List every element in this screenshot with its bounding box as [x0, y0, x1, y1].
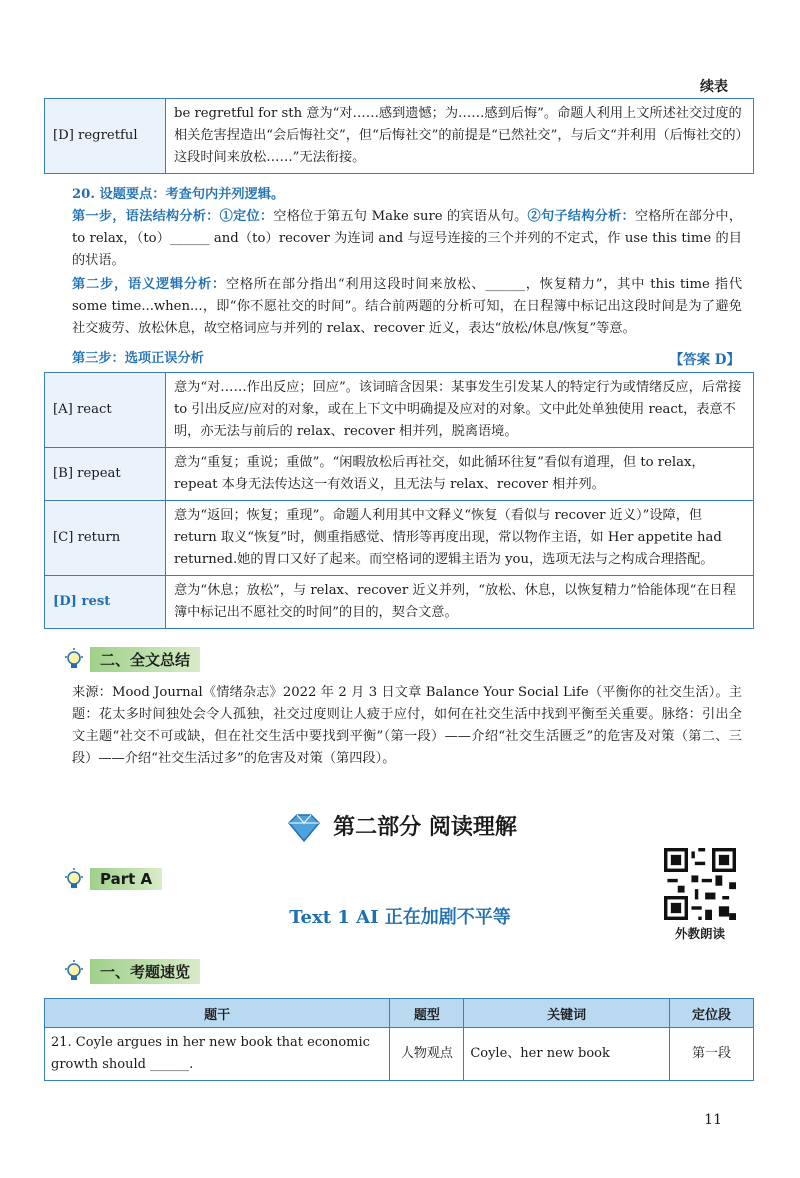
cell-para: 第一段: [669, 1028, 753, 1081]
step1-text: 空格位于第五句 Make sure 的宾语从句。: [273, 209, 528, 224]
overview-heading: [62, 958, 200, 984]
qr-caption: 外教朗读: [674, 926, 725, 941]
option-explanation: 意为“对……作出反应；回应”。该词暗含因果：某事发生引发某人的特定行为或情绪反应，后常接 to 引出反应/应对的对象，或在上下文中明确提及应对的对象。文中此处单独使用 react，表意不明，亦无法与前后的 relax、recover 相并列，脱离语境。: [166, 373, 754, 448]
step2-label: 第二步，语义逻辑分析：: [72, 277, 226, 292]
overview-heading-text: 一、考题速览: [90, 959, 200, 984]
lightbulb-icon: [62, 959, 86, 983]
cell-stem: 21. Coyle argues in her new book that economic growth should ______.: [45, 1028, 390, 1081]
summary-text: 来源：Mood Journal《情绪杂志》2022 年 2 月 3 日文章 Balance Your Social Life（平衡你的社交生活）。主题：花太多时间独处会令人孤独，社交过度则让人疲于应付，如何在社交生活中找到平衡至关重要。脉络：引出全文主题“社交不可或缺，但在社交生活中要找到平衡”（第一段）——介绍“社交生活匮乏”的危害及对策（第二、三段）——介绍“社交生活过多”的危害及对策（第四段）。: [72, 685, 742, 766]
option-label: [C] return: [45, 501, 166, 576]
col-header-keywords: 关键词: [464, 999, 670, 1028]
overview-table: [44, 998, 754, 1081]
lightbulb-icon: [62, 647, 86, 671]
step1-label2: ②句子结构分析：: [527, 209, 635, 224]
col-header-para: 定位段: [669, 999, 753, 1028]
summary-heading-text: 二、全文总结: [90, 647, 200, 672]
step1-text2: 空格所在部分中，to relax，（to）______ and（to）recover 为连词 and 与逗号连接的三个并列的不定式，作 use this time 的目的状语。: [72, 209, 743, 268]
top-options-table: [44, 98, 754, 174]
option-label: [D] regretful: [45, 99, 166, 174]
summary-heading: [62, 646, 200, 672]
cell-keywords: Coyle、her new book: [464, 1028, 670, 1081]
gem-icon: [283, 813, 325, 843]
cell-type: 人物观点: [390, 1028, 464, 1081]
part2-title: [0, 810, 800, 843]
answer-badge: 【答案 D】: [669, 352, 740, 368]
table-row: [45, 373, 754, 448]
q20-title: [72, 184, 742, 206]
option-explanation: 意为“重复；重说；重做”。“闲暇放松后再社交，如此循环往复”看似有道理，但 to relax，repeat 本身无法传达这一有效语义，且无法与 relax、recover 相并列。: [166, 448, 754, 501]
partA-heading: [62, 866, 162, 892]
table-row: [45, 1028, 754, 1081]
step2-text: 空格所在部分指出“利用这段时间来放松、______，恢复精力”，其中 this time 指代 some time...when...，即“你不愿社交的时间”。结合前两题的分析可知，在日程簿中标记出这段时间是为了避免社交疲劳、放松休息，故空格词应与并列的 relax、recover 近义，表达“放松/休息/恢复”等意。: [72, 277, 743, 336]
option-explanation: 意为“休息；放松”，与 relax、recover 近义并列，“放松、休息，以恢复精力”恰能体现“在日程簿中标记出不愿社交的时间”的目的，契合文意。: [166, 576, 754, 629]
step1-label: 第一步，语法结构分析：①定位：: [72, 209, 274, 224]
q20-step2: [72, 274, 742, 340]
qr-code-icon[interactable]: [664, 848, 736, 920]
option-explanation: be regretful for sth 意为“对……感到遗憾；为……感到后悔”。命题人利用上文所述社交过度的相关危害捏造出“会后悔社交”，但“后悔社交”的前提是“已然社交”，与后文“并利用（后悔社交的）这段时间来放松……”无法衔接。: [166, 99, 754, 174]
q20-step3: [72, 348, 742, 370]
step3-label: 第三步：选项正误分析: [72, 351, 204, 366]
option-label: [A] react: [45, 373, 166, 448]
q20-title-text: 20. 设题要点：考查句内并列逻辑。: [72, 187, 285, 202]
option-label: [D] rest: [45, 576, 166, 629]
text1-title: Text 1 AI 正在加剧不平等: [289, 907, 511, 928]
table-header-row: [45, 999, 754, 1028]
col-header-type: 题型: [390, 999, 464, 1028]
lightbulb-icon: [62, 867, 86, 891]
page-number: 11: [704, 1112, 722, 1128]
continued-label: 续表: [700, 79, 728, 95]
table-row: [45, 576, 754, 629]
options-table: [44, 372, 754, 629]
table-row: [45, 448, 754, 501]
q20-step1: [72, 206, 742, 272]
partA-label: Part A: [90, 868, 162, 890]
col-header-stem: 题干: [45, 999, 390, 1028]
table-row: [45, 99, 754, 174]
table-row: [45, 501, 754, 576]
part2-title-text: 第二部分 阅读理解: [333, 815, 517, 840]
option-label: [B] repeat: [45, 448, 166, 501]
option-explanation: 意为“返回；恢复；重现”。命题人利用其中文释义“恢复（看似与 recover 近义）”设障，但 return 取义“恢复”时，侧重指感觉、情形等再度出现，常以物作主语，如 Her appetite had returned.她的胃口又好了起来。而空格词的逻辑主语为 you，选项无法与之构成合理搭配。: [166, 501, 754, 576]
